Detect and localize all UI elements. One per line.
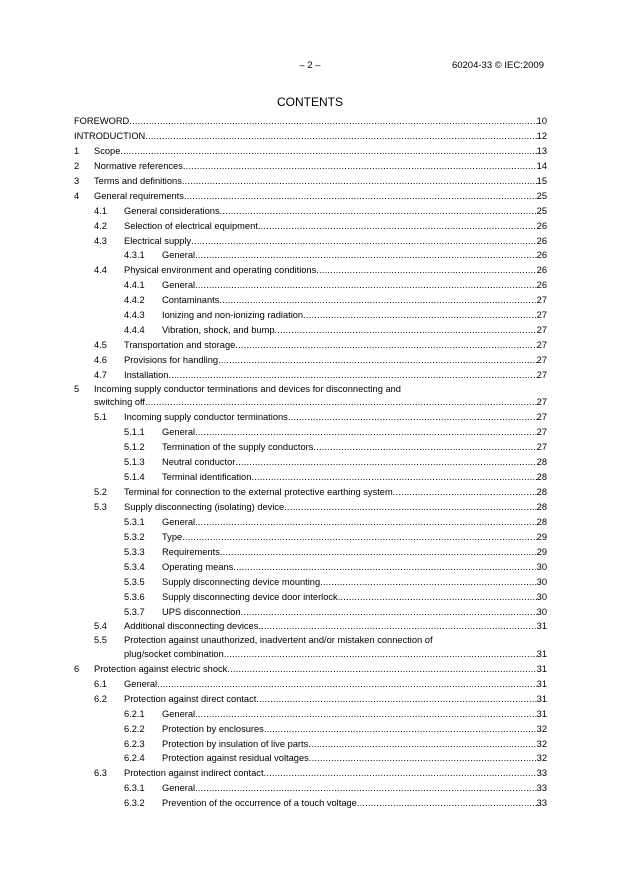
toc-entry-title[interactable]: Physical environment and operating conditions: [124, 265, 317, 276]
toc-entry-page[interactable]: 15: [536, 175, 547, 186]
toc-entry-page[interactable]: 28: [536, 487, 547, 497]
toc-entry-title[interactable]: Operating means: [162, 561, 234, 572]
toc-entry-title[interactable]: Incoming supply conductor terminations and devices for disconnecting and: [94, 383, 401, 394]
toc-entry-page[interactable]: 25: [536, 205, 547, 216]
toc-entry[interactable]: [74, 545, 547, 560]
toc-entry-page[interactable]: 27: [536, 355, 547, 365]
toc-entry[interactable]: [74, 662, 547, 677]
toc-entry-title[interactable]: Termination of the supply conductors: [162, 442, 314, 453]
toc-leader-dots: [224, 647, 537, 662]
toc-entry[interactable]: [74, 278, 547, 293]
toc-entry-page[interactable]: 27: [536, 369, 547, 380]
toc-entry[interactable]: [74, 440, 547, 455]
toc-entry-page[interactable]: 31: [536, 648, 547, 659]
toc-leader-dots: [195, 248, 537, 263]
toc-entry-number: 6.3.2: [124, 798, 145, 809]
toc-entry-page[interactable]: 28: [536, 472, 547, 483]
toc-entry[interactable]: [74, 781, 547, 796]
toc-leader-dots: [313, 440, 536, 455]
toc-entry[interactable]: [74, 248, 547, 263]
toc-leader-dots: [309, 751, 537, 766]
toc-entry-page[interactable]: 27: [536, 397, 547, 408]
toc-leader-dots: [241, 605, 537, 620]
toc-leader-dots: [320, 575, 537, 590]
toc-leader-dots: [129, 114, 536, 129]
toc-entry[interactable]: [74, 722, 547, 737]
toc-entry-number: 6.2: [94, 693, 107, 704]
toc-entry-number: 4.3.1: [124, 250, 145, 261]
toc-entry[interactable]: [74, 619, 547, 634]
toc-entry[interactable]: [74, 766, 547, 781]
toc-entry-page[interactable]: 31: [536, 678, 547, 689]
toc-leader-dots: [275, 323, 537, 338]
toc-entry[interactable]: [74, 530, 547, 545]
toc-entry[interactable]: [74, 410, 547, 425]
toc-entry[interactable]: [74, 219, 547, 234]
toc-entry-title[interactable]: Normative references: [94, 160, 183, 171]
toc-entry-title[interactable]: Scope: [94, 145, 121, 156]
toc-entry-title[interactable]: Protection against direct contact: [124, 693, 257, 704]
toc-entry-number: 5.1.3: [124, 457, 145, 468]
toc-entry-page[interactable]: 27: [536, 340, 547, 351]
toc-entry-number: 6.3.1: [124, 783, 145, 794]
toc-entry-number: 4.4.1: [124, 280, 145, 291]
toc-entry-number: 6.2.2: [124, 723, 145, 734]
toc-entry-title[interactable]: Provisions for handling: [124, 355, 219, 365]
toc-leader-dots: [183, 159, 537, 174]
toc-entry-title[interactable]: Incoming supply conductor terminations: [124, 412, 288, 423]
toc-leader-dots: [220, 204, 537, 219]
toc-entry-number: 6.2.4: [124, 753, 145, 764]
toc-entry[interactable]: [74, 575, 547, 590]
toc-entry[interactable]: [74, 500, 547, 515]
toc-entry[interactable]: [74, 605, 547, 620]
toc-entry-page[interactable]: 33: [536, 768, 547, 779]
toc-entry-number: 5.3.6: [124, 591, 145, 602]
toc-entry-title[interactable]: INTRODUCTION: [74, 130, 146, 141]
toc-entry-title[interactable]: General requirements: [94, 190, 184, 201]
toc-leader-dots: [256, 692, 536, 707]
toc-entry[interactable]: [74, 353, 547, 368]
toc-entry-page[interactable]: 27: [536, 427, 547, 438]
toc-entry[interactable]: [74, 707, 547, 722]
toc-entry-number: 4.2: [94, 220, 107, 231]
toc-entry-page[interactable]: 27: [536, 412, 547, 423]
toc-entry-page[interactable]: 27: [536, 325, 547, 336]
toc-entry[interactable]: [74, 425, 547, 440]
toc-entry-page[interactable]: 26: [536, 220, 547, 231]
toc-entry-number: 4.4: [94, 265, 107, 276]
toc-entry-page[interactable]: 31: [536, 693, 547, 704]
toc-entry-title[interactable]: Terms and definitions: [94, 175, 182, 186]
toc-leader-dots: [338, 590, 537, 605]
toc-entry-page[interactable]: 26: [536, 280, 547, 291]
toc-entry[interactable]: [74, 368, 547, 383]
toc-entry-title[interactable]: Selection of electrical equipment: [124, 220, 258, 231]
toc-leader-dots: [218, 353, 537, 368]
toc-entry-page[interactable]: 27: [536, 295, 547, 306]
toc-entry-number: 5.3: [94, 501, 107, 512]
toc-entry-number: 3: [74, 175, 80, 186]
toc-entry-page[interactable]: 29: [536, 546, 547, 557]
toc-leader-dots: [219, 293, 536, 308]
toc-entry-page[interactable]: 31: [536, 708, 547, 719]
toc-entry-first-line: [74, 634, 547, 647]
toc-entry[interactable]: [74, 590, 547, 605]
toc-entry-page[interactable]: 30: [536, 591, 547, 602]
toc-entry-page[interactable]: 33: [536, 798, 547, 809]
toc-leader-dots: [258, 619, 536, 634]
toc-entry-title[interactable]: Protection against unauthorized, inadvertent and/or mistaken connection of: [124, 635, 433, 646]
toc-entry-page[interactable]: 27: [536, 310, 547, 321]
toc-leader-dots: [195, 781, 537, 796]
toc-entry[interactable]: [74, 677, 547, 692]
toc-entry-number: 5.4: [94, 621, 107, 632]
toc-entry-page[interactable]: 28: [536, 457, 547, 468]
toc-leader-dots: [195, 425, 537, 440]
toc-entry[interactable]: [74, 796, 547, 811]
toc-entry-page[interactable]: 29: [536, 531, 547, 542]
toc-leader-dots: [235, 455, 536, 470]
toc-entry-title[interactable]: General: [162, 516, 196, 527]
toc-entry-number: 5.3.3: [124, 546, 145, 557]
toc-entry[interactable]: [74, 455, 547, 470]
toc-entry-number: 4.4.3: [124, 310, 145, 321]
toc-leader-dots: [227, 662, 536, 677]
toc-leader-dots: [195, 707, 537, 722]
toc-entry-number: 6.2.3: [124, 738, 145, 749]
toc-entry-number: 4: [74, 190, 80, 201]
toc-leader-dots: [182, 530, 537, 545]
toc-entry-number: 5.3.7: [124, 606, 145, 617]
toc-entry-page[interactable]: 30: [536, 576, 547, 587]
toc-entry-number: 1: [74, 145, 80, 156]
toc-leader-dots: [316, 263, 536, 278]
toc-entry-page[interactable]: 14: [536, 160, 547, 171]
toc-entry[interactable]: [74, 751, 547, 766]
toc-entry-number: 6.1: [94, 678, 107, 689]
toc-entry-page[interactable]: 13: [536, 145, 547, 156]
toc-entry-title[interactable]: General: [162, 250, 196, 261]
toc-entry-number: 5.1: [94, 412, 107, 423]
toc-entry[interactable]: [74, 395, 547, 410]
toc-leader-dots: [264, 722, 537, 737]
toc-entry[interactable]: [74, 144, 547, 159]
toc-entry-title[interactable]: Requirements: [162, 546, 220, 557]
toc-leader-dots: [195, 515, 537, 530]
toc-leader-dots: [195, 278, 537, 293]
toc-entry-page[interactable]: 31: [536, 663, 547, 674]
toc-entry-number: 5.3.2: [124, 531, 145, 542]
toc-entry-page[interactable]: 32: [536, 723, 547, 734]
contents-title: CONTENTS: [277, 95, 343, 109]
toc-entry-number: 5.3.5: [124, 576, 145, 587]
toc-entry-title[interactable]: Installation: [124, 369, 169, 380]
toc-entry-title[interactable]: Protection against indirect contact: [124, 768, 264, 779]
toc-entry-number: 4.4.4: [124, 325, 145, 336]
toc-entry-title[interactable]: Transportation and storage: [124, 340, 236, 351]
toc-entry-title[interactable]: General considerations: [124, 205, 220, 216]
toc-entry-page[interactable]: 28: [536, 516, 547, 527]
toc-entry-title[interactable]: Protection against electric shock: [94, 663, 228, 674]
toc-entry-title[interactable]: FOREWORD: [74, 116, 130, 126]
toc-entry-page[interactable]: 26: [536, 250, 547, 261]
toc-entry-number: 4.7: [94, 369, 107, 380]
toc-leader-dots: [191, 234, 536, 249]
toc-entry-page[interactable]: 33: [536, 783, 547, 794]
toc-entry-number: 5.3.1: [124, 516, 145, 527]
toc-entry[interactable]: [74, 692, 547, 707]
toc-entry-first-line: [74, 383, 547, 396]
toc-entry-page[interactable]: 31: [536, 621, 547, 632]
toc-entry-title[interactable]: Ionizing and non-ionizing radiation: [162, 310, 304, 321]
toc-entry-number: 4.6: [94, 355, 107, 365]
toc-entry-title[interactable]: Protection against residual voltages: [162, 753, 309, 764]
toc-entry[interactable]: [74, 560, 547, 575]
toc-entry-title[interactable]: Terminal identification: [162, 472, 252, 483]
toc-entry[interactable]: [74, 470, 547, 485]
toc-entry-page[interactable]: 28: [536, 501, 547, 512]
toc-entry[interactable]: [74, 204, 547, 219]
table-of-contents: [74, 114, 547, 811]
toc-entry-page[interactable]: 12: [536, 130, 547, 141]
toc-entry-page[interactable]: 27: [536, 442, 547, 453]
toc-leader-dots: [357, 796, 537, 811]
toc-entry-number: 5.3.4: [124, 561, 145, 572]
toc-entry-number: 5.1.1: [124, 427, 145, 438]
toc-entry-title[interactable]: Electrical supply: [124, 235, 192, 246]
toc-entry[interactable]: [74, 338, 547, 353]
toc-entry-title[interactable]: Protection by enclosures: [162, 723, 264, 734]
toc-entry-number: 4.4.2: [124, 295, 145, 306]
toc-entry-title[interactable]: General: [162, 783, 196, 794]
toc-entry-number: 2: [74, 160, 80, 171]
toc-leader-dots: [120, 144, 536, 159]
toc-leader-dots: [145, 395, 537, 410]
toc-leader-dots: [288, 410, 537, 425]
toc-entry-title[interactable]: Additional disconnecting devices: [124, 621, 259, 632]
toc-entry-number: 5.5: [94, 635, 107, 646]
toc-entry-number: 4.5: [94, 340, 107, 351]
toc-entry-number: 6: [74, 663, 80, 674]
toc-leader-dots: [303, 308, 537, 323]
toc-leader-dots: [235, 338, 536, 353]
toc-entry-number: 6.2.1: [124, 708, 145, 719]
toc-entry-number: 5.2: [94, 487, 107, 497]
toc-entry-page[interactable]: 32: [536, 753, 547, 764]
toc-entry-title[interactable]: Vibration, shock, and bump: [162, 325, 275, 336]
toc-leader-dots: [145, 129, 536, 144]
toc-entry[interactable]: [74, 647, 547, 662]
toc-entry[interactable]: [74, 515, 547, 530]
toc-entry-number: 4.3: [94, 235, 107, 246]
toc-entry[interactable]: [74, 234, 547, 249]
toc-entry-title[interactable]: UPS disconnection: [162, 606, 241, 617]
toc-leader-dots: [251, 470, 536, 485]
toc-entry-page[interactable]: 10: [536, 116, 547, 126]
toc-entry-title[interactable]: switching off: [94, 397, 145, 408]
toc-leader-dots: [308, 737, 536, 752]
toc-entry-title[interactable]: Supply disconnecting device door interlock: [162, 591, 338, 602]
toc-entry-title[interactable]: plug/socket combination: [124, 648, 224, 659]
toc-entry-title[interactable]: Type: [162, 531, 183, 542]
toc-entry-number: 5.1.4: [124, 472, 145, 483]
toc-entry[interactable]: [74, 308, 547, 323]
toc-entry[interactable]: [74, 129, 547, 144]
toc-leader-dots: [220, 545, 537, 560]
toc-entry-title[interactable]: Contaminants: [162, 295, 220, 306]
toc-leader-dots: [168, 368, 536, 383]
toc-entry-page[interactable]: 26: [536, 235, 547, 246]
toc-leader-dots: [264, 766, 537, 781]
document-id: 60204-33 © IEC:2009: [451, 60, 544, 71]
toc-entry[interactable]: [74, 737, 547, 752]
toc-entry-title[interactable]: General: [124, 678, 158, 689]
toc-entry-title[interactable]: General: [162, 708, 196, 719]
toc-entry-page[interactable]: 32: [536, 738, 547, 749]
toc-entry-title[interactable]: Supply disconnecting (isolating) device: [124, 501, 285, 512]
toc-entry[interactable]: [74, 174, 547, 189]
toc-leader-dots: [182, 174, 537, 189]
toc-entry-title[interactable]: Supply disconnecting device mounting: [162, 576, 321, 587]
toc-entry-number: 4.1: [94, 205, 107, 216]
toc-entry-title[interactable]: Terminal for connection to the external protective earthing system: [124, 487, 393, 497]
toc-entry-number: 5.1.2: [124, 442, 145, 453]
toc-entry-page[interactable]: 30: [536, 606, 547, 617]
toc-leader-dots: [393, 485, 537, 500]
toc-entry-title[interactable]: General: [162, 427, 196, 438]
toc-entry-title[interactable]: Neutral conductor: [162, 457, 236, 468]
toc-entry-page[interactable]: 25: [536, 190, 547, 201]
toc-entry[interactable]: [74, 485, 547, 500]
toc-entry-title[interactable]: Prevention of the occurrence of a touch voltage: [162, 798, 357, 809]
toc-entry[interactable]: [74, 263, 547, 278]
toc-entry[interactable]: [74, 189, 547, 204]
toc-entry-page[interactable]: 30: [536, 561, 547, 572]
toc-leader-dots: [233, 560, 536, 575]
toc-entry[interactable]: [74, 159, 547, 174]
toc-leader-dots: [184, 189, 537, 204]
toc-entry-title[interactable]: Protection by insulation of live parts: [162, 738, 309, 749]
toc-entry-number: 6.3: [94, 768, 107, 779]
toc-leader-dots: [284, 500, 536, 515]
page-number: – 2 –: [299, 60, 321, 71]
toc-entry[interactable]: [74, 323, 547, 338]
toc-entry[interactable]: [74, 114, 547, 129]
toc-entry-title[interactable]: General: [162, 280, 196, 291]
toc-leader-dots: [258, 219, 537, 234]
toc-entry-page[interactable]: 26: [536, 265, 547, 276]
toc-leader-dots: [157, 677, 537, 692]
toc-entry-number: 5: [74, 383, 80, 394]
toc-entry[interactable]: [74, 293, 547, 308]
